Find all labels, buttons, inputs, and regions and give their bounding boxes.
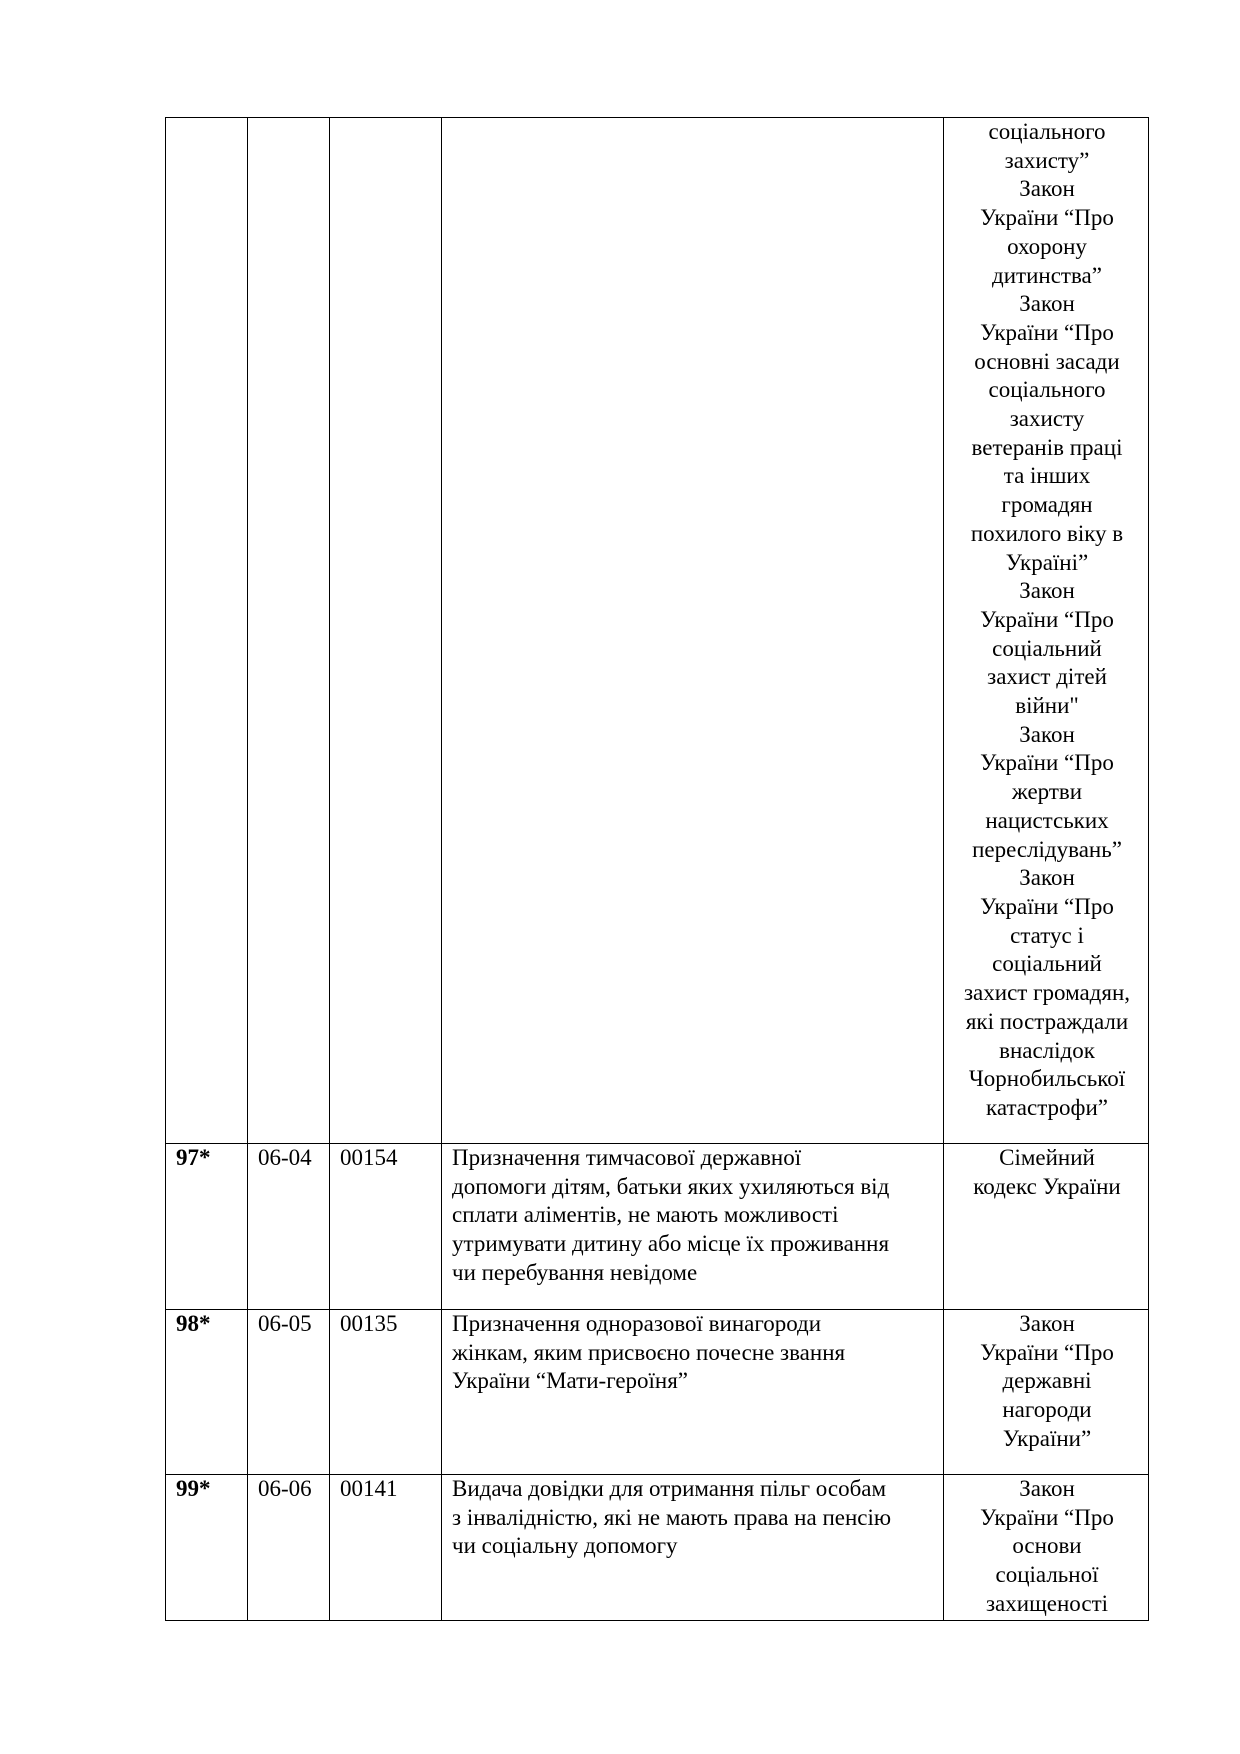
cell-text-line: чи соціальну допомогу <box>452 1533 678 1559</box>
cell-text-line: внаслідок <box>999 1037 1095 1063</box>
cell-text-line: війни" <box>1015 693 1079 719</box>
table-row <box>166 1144 1149 1310</box>
cell-text-line: чи перебування невідоме <box>452 1259 698 1285</box>
cell-text-line: Закон <box>1019 865 1075 891</box>
cell-text-line: Закон <box>1019 1476 1075 1501</box>
cell-text-line: України “Про <box>980 1504 1114 1530</box>
cell-text-line: Україні” <box>1005 549 1089 575</box>
cell-text-line: статус і <box>1010 922 1084 948</box>
row-number-cell: 99* <box>166 1475 248 1621</box>
legal-basis-cell <box>944 1144 1149 1310</box>
table-row <box>166 1475 1149 1621</box>
cell-text-line: Видача довідки для отримання пільг особам <box>452 1476 887 1501</box>
cell-text-line: нагороди <box>1002 1397 1092 1423</box>
legal-basis-cell <box>944 1475 1149 1621</box>
cell-text-line: основні засади <box>974 348 1120 374</box>
row-number-cell: 98* <box>166 1310 248 1475</box>
code-cell-2: 00135 <box>330 1310 442 1475</box>
cell-text-line: ветеранів праці <box>971 434 1123 460</box>
cell-text-line: основи <box>1012 1533 1082 1559</box>
cell-text-line: які постраждали <box>965 1008 1129 1034</box>
service-description-cell <box>442 1144 944 1310</box>
code-cell-2: 00154 <box>330 1144 442 1310</box>
cell-text-line: захист дітей <box>987 664 1107 690</box>
cell-text-line: України “Про <box>980 205 1114 231</box>
cell-text-line: державні <box>1002 1368 1092 1394</box>
cell-text-line: допомоги дітям, батьки яких ухиляються від <box>452 1173 890 1199</box>
cell-text-line: сплати аліментів, не мають можливості <box>452 1202 839 1228</box>
cell-text-line: захищеності <box>985 1590 1109 1616</box>
cell-text-line: охорону <box>1007 233 1087 259</box>
cell-text-line: України “Про <box>980 1339 1114 1365</box>
cell-text-line: захисту” <box>1004 147 1090 173</box>
cell-text-line: соціальний <box>992 635 1102 661</box>
cell-text-line: переслідувань” <box>972 836 1122 862</box>
cell-text-line: Призначення одноразової винагороди <box>452 1311 822 1336</box>
code-cell-1: 06-05 <box>248 1310 330 1475</box>
row-number-cell <box>166 118 248 1144</box>
code-cell-1 <box>248 118 330 1144</box>
cell-text-line: нацистських <box>985 807 1109 833</box>
cell-text-line: України “Про <box>980 319 1114 345</box>
service-description-cell <box>442 118 944 1144</box>
cell-text-line: Призначення тимчасової державної <box>452 1145 802 1170</box>
services-table <box>165 117 1149 1621</box>
cell-text-line: Закон <box>1019 291 1075 317</box>
cell-text-line: Закон <box>1019 578 1075 604</box>
cell-text-line: жертви <box>1011 779 1083 805</box>
cell-text-line: України” <box>1002 1425 1092 1451</box>
legal-basis-cell <box>944 118 1149 1144</box>
cell-text-line: України “Про <box>980 606 1114 632</box>
cell-text-line: захист громадян, <box>963 980 1131 1006</box>
cell-text-line: Чорнобильської <box>968 1066 1126 1092</box>
cell-text-line: дитинства” <box>992 262 1102 288</box>
cell-text-line: соціальний <box>992 951 1102 977</box>
cell-text-line: з інвалідністю, які не мають права на пенсію <box>452 1504 892 1530</box>
cell-text-line: громадян <box>1001 492 1093 518</box>
cell-text-line: Закон <box>1019 176 1075 202</box>
table-row <box>166 118 1149 1144</box>
cell-text-line: кодекс України <box>973 1173 1121 1199</box>
service-description-cell <box>442 1475 944 1621</box>
cell-text-line: Сімейний <box>999 1145 1095 1170</box>
service-description-cell <box>442 1310 944 1475</box>
cell-text-line: соціального <box>988 377 1106 403</box>
code-cell-2: 00141 <box>330 1475 442 1621</box>
cell-text-line: захисту <box>1009 406 1085 432</box>
table-row <box>166 1310 1149 1475</box>
cell-text-line: України “Про <box>980 750 1114 776</box>
cell-text-line: похилого віку в <box>970 520 1124 546</box>
cell-text-line: та інших <box>1003 463 1091 489</box>
cell-text-line: соціальної <box>995 1562 1099 1588</box>
cell-text-line: жінкам, яким присвоєно почесне звання <box>452 1339 846 1365</box>
cell-text-line: катастрофи” <box>986 1094 1108 1120</box>
code-cell-1: 06-06 <box>248 1475 330 1621</box>
cell-text-line: України “Мати-героїня” <box>452 1368 689 1394</box>
row-number-cell: 97* <box>166 1144 248 1310</box>
legal-basis-cell <box>944 1310 1149 1475</box>
code-cell-2 <box>330 118 442 1144</box>
cell-text-line: Закон <box>1019 1311 1075 1336</box>
cell-text-line: Закон <box>1019 721 1075 747</box>
cell-text-line: України “Про <box>980 893 1114 919</box>
cell-text-line: соціального <box>988 119 1106 144</box>
cell-text-line: утримувати дитину або місце їх проживання <box>452 1231 890 1257</box>
code-cell-1: 06-04 <box>248 1144 330 1310</box>
